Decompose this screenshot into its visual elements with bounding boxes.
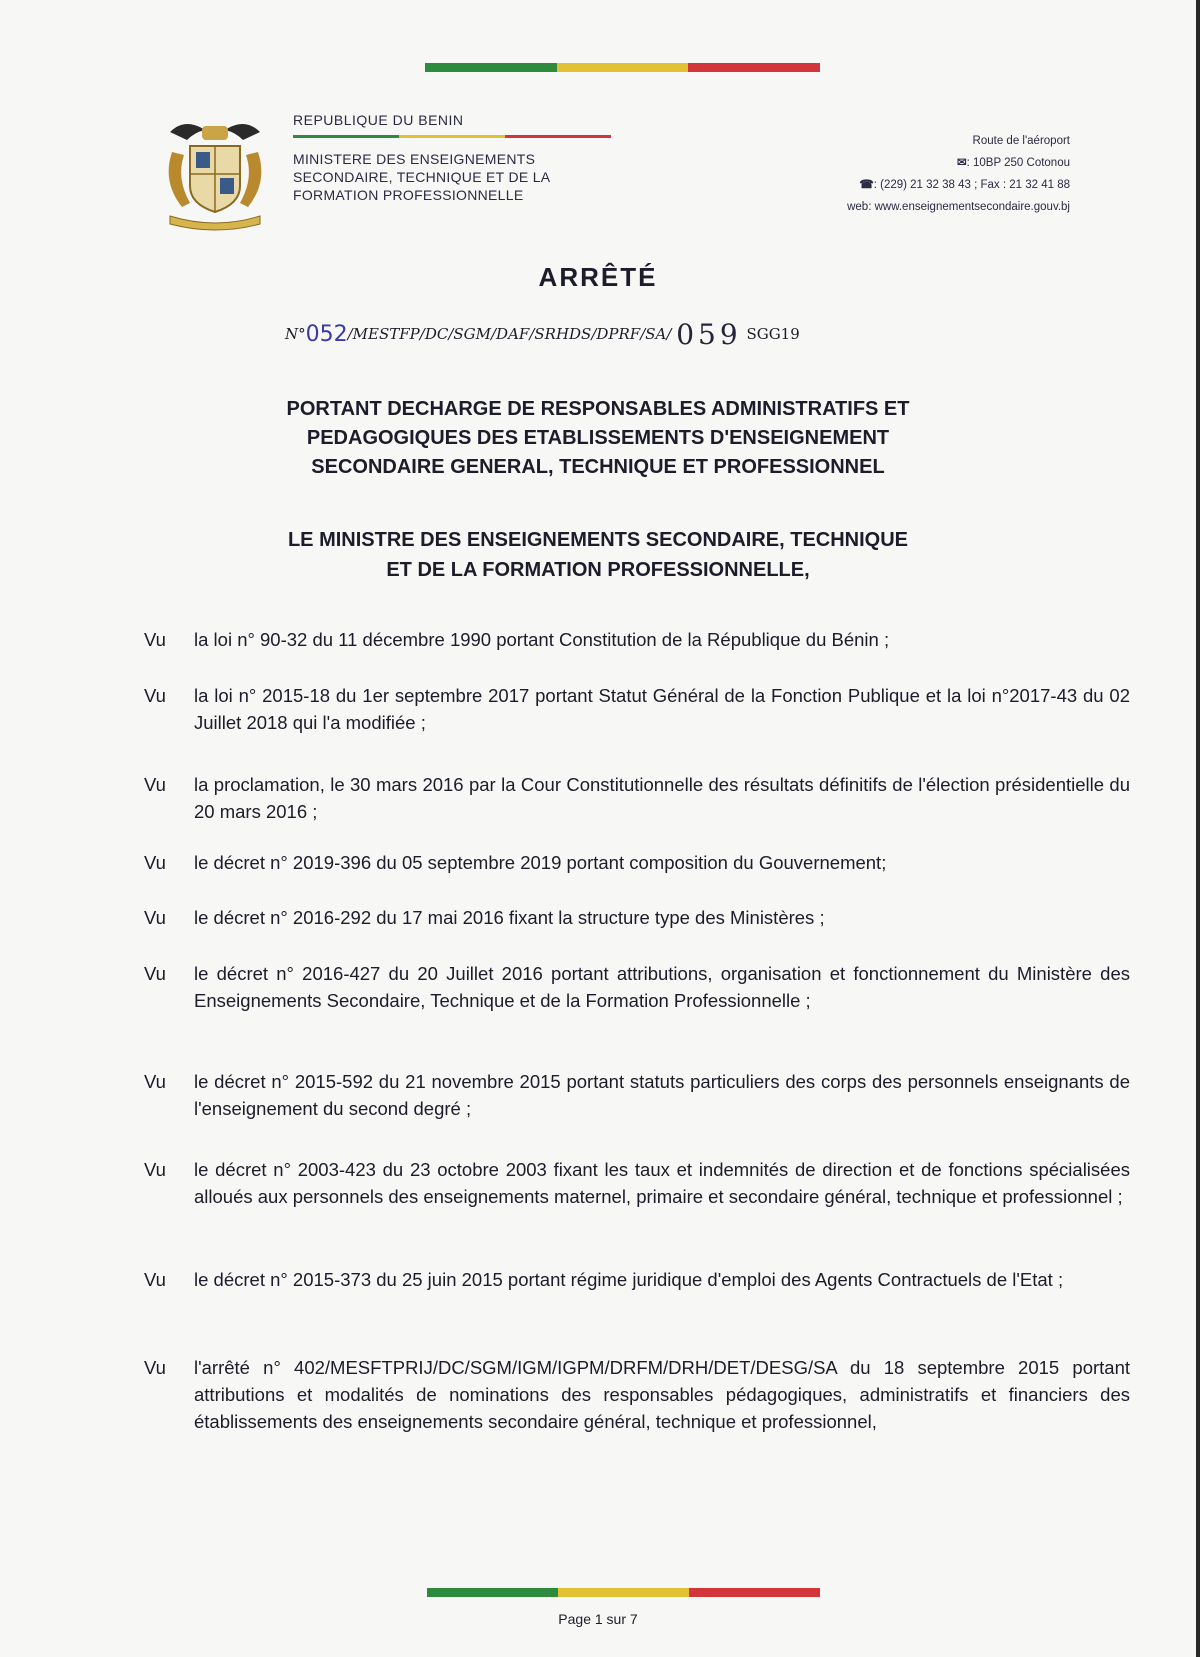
vu-label: Vu (144, 1269, 166, 1290)
consideration-text: le décret n° 2019-396 du 05 septembre 2019 portant composition du Gouvernement; (194, 852, 887, 873)
reference-number (285, 318, 800, 351)
ministry-name-line: SECONDAIRE, TECHNIQUE ET DE LA (293, 169, 551, 185)
flag-color-bar-bottom (427, 1588, 820, 1597)
postal-line (847, 152, 1070, 174)
consideration-item (140, 904, 1130, 931)
ministry-header (293, 112, 611, 204)
phone-fax: : (229) 21 32 38 43 ; Fax : 21 32 41 88 (873, 179, 1070, 191)
vu-label: Vu (144, 685, 166, 706)
document-subject (0, 395, 1196, 482)
page-number: Page 1 sur 7 (558, 1611, 638, 1627)
consideration-text: le décret n° 2016-427 du 20 Juillet 2016 portant attributions, organisation et fonctionnement du Ministère des Enseignements Secondaire, Technique et de la Formation Professionnelle ; (194, 963, 1130, 1011)
subject-line: PEDAGOGIQUES DES ETABLISSEMENTS D'ENSEIGNEMENT (306, 427, 890, 449)
consideration-item (140, 1266, 1130, 1293)
vu-label: Vu (144, 963, 166, 984)
consideration-text: la loi n° 2015-18 du 1er septembre 2017 portant Statut Général de la Fonction Publique et la loi n°2017-43 du 02 Juillet 2018 qui l'a modifiée ; (194, 685, 1130, 733)
consideration-text: le décret n° 2003-423 du 23 octobre 2003 fixant les taux et indemnités de direction et de fonctions spécialisées alloués aux personnels des enseignements maternel, primaire et secondaire général, technique et professionnel ; (194, 1159, 1130, 1207)
vu-label: Vu (144, 1159, 166, 1180)
vu-label: Vu (144, 629, 166, 650)
ministry-name-line: FORMATION PROFESSIONNELLE (293, 187, 524, 203)
consideration-item (140, 849, 1130, 876)
vu-label: Vu (144, 1071, 166, 1092)
consideration-item (140, 1068, 1130, 1122)
phone-icon: ☎ (859, 179, 874, 191)
consideration-text: la loi n° 90-32 du 11 décembre 1990 portant Constitution de la République du Bénin ; (194, 629, 890, 650)
phone-line (847, 174, 1070, 196)
consideration-text: le décret n° 2015-373 du 25 juin 2015 portant régime juridique d'emploi des Agents Contractuels de l'Etat ; (194, 1269, 1064, 1290)
vu-label: Vu (144, 1357, 166, 1378)
ref-prefix: N° (285, 325, 306, 343)
consideration-text: l'arrêté n° 402/MESFTPRIJ/DC/SGM/IGM/IGPM/DRFM/DRH/DET/DESG/SA du 18 septembre 2015 portant attributions et modalités de nominations des responsables pédagogiques, administratifs et financiers des établissements des enseignements secondaire général, technique et professionnel, (194, 1357, 1130, 1432)
subject-line: PORTANT DECHARGE DE RESPONSABLES ADMINISTRATIFS ET (286, 398, 910, 420)
mailbox-icon: ✉ (956, 157, 967, 169)
website: web: www.enseignementsecondaire.gouv.bj (847, 201, 1070, 213)
postal-address: : 10BP 250 Cotonou (966, 157, 1070, 169)
scan-edge (1196, 0, 1200, 1657)
consideration-item (140, 1156, 1130, 1210)
ref-handwritten-number: 052 (305, 322, 348, 347)
consideration-item (140, 682, 1130, 736)
vu-label: Vu (144, 852, 166, 873)
consideration-item (140, 626, 1130, 653)
ministry-name-line: MINISTERE DES ENSEIGNEMENTS (293, 151, 536, 167)
minister-heading (0, 525, 1196, 585)
flag-color-bar-top (425, 63, 820, 72)
vu-label: Vu (144, 907, 166, 928)
minister-line: ET DE LA FORMATION PROFESSIONNELLE, (386, 559, 810, 581)
ref-body: /MESTFP/DC/SGM/DAF/SRHDS/DPRF/SA/ (347, 325, 672, 343)
ref-handwritten-sgg: 059 (676, 318, 742, 351)
contact-block (847, 130, 1070, 218)
consideration-text: la proclamation, le 30 mars 2016 par la Cour Constitutionnelle des résultats définitifs de l'élection présidentielle du 20 mars 2016 ; (194, 774, 1130, 822)
address: Route de l'aéroport (972, 135, 1070, 147)
republic-name: REPUBLIQUE DU BENIN (293, 112, 464, 128)
consideration-item (140, 771, 1130, 825)
consideration-text: le décret n° 2016-292 du 17 mai 2016 fixant la structure type des Ministères ; (194, 907, 825, 928)
subject-line: SECONDAIRE GENERAL, TECHNIQUE ET PROFESSIONNEL (311, 456, 885, 478)
vu-label: Vu (144, 774, 166, 795)
minister-line: LE MINISTRE DES ENSEIGNEMENTS SECONDAIRE, TECHNIQUE (287, 529, 909, 551)
flag-rule (293, 135, 611, 138)
document-title: ARRÊTÉ (538, 262, 658, 292)
consideration-item (140, 960, 1130, 1014)
benin-coat-of-arms-icon (150, 112, 280, 232)
ref-suffix: SGG19 (746, 325, 800, 343)
consideration-item (140, 1354, 1130, 1435)
consideration-text: le décret n° 2015-592 du 21 novembre 2015 portant statuts particuliers des corps des personnels enseignants de l'enseignement du second degré ; (194, 1071, 1130, 1119)
